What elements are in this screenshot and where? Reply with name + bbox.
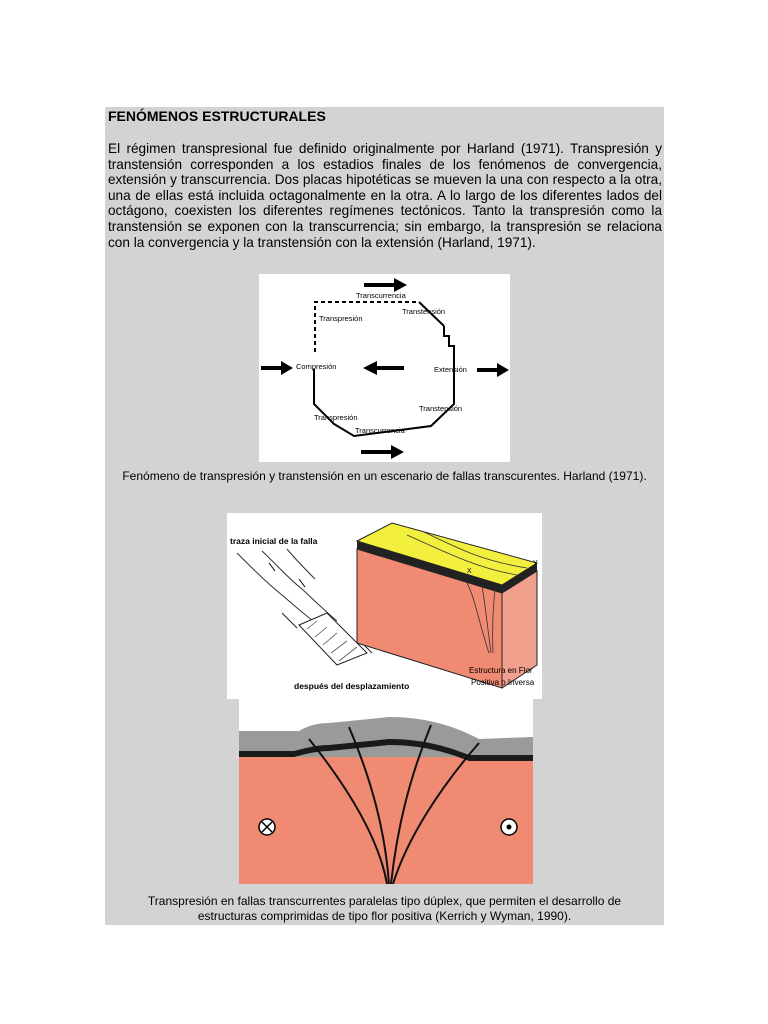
right-arrow-left [261, 361, 293, 375]
label-flor-1: Estructura en Flor [469, 666, 533, 675]
label-transpresion-top: Transpresión [319, 314, 363, 323]
fault-trace-line [287, 549, 315, 579]
motion-arrow [269, 563, 275, 571]
label-y: Y [533, 560, 538, 567]
label-transpresion-bottom: Transpresión [314, 413, 358, 422]
motion-arrow [299, 579, 305, 587]
label-transtension-bottom: Transtensión [419, 404, 463, 413]
right-arrow-right [477, 363, 509, 377]
label-transcurrencia-bottom: Transcurrencia [355, 426, 405, 435]
body-paragraph: El régimen transpresional fue definido originalmente por Harland (1971). Transpresión y transtensión corresponden a los estadios finales de los fenómenos de convergencia, extensión y transcurrencia. Dos placas hipotéticas se mueven la una con respecto a la otra, una de ellas está incluida octagonalmente en la otra. A lo largo de los diferentes lados del octágono, coexisten los diferentes regímenes tectónicos. Tanto la transpresión como la transtensión se exponen con la transcurrencia; sin embargo, la transpresión se relaciona con la convergencia y la transtensión con la extensión (Harland, 1971). [108, 141, 662, 250]
label-extension: Extensión [434, 365, 467, 374]
label-transcurrencia-top: Transcurrencia [356, 291, 406, 300]
flower-structure-section [239, 699, 533, 884]
figure2-caption-line2: estructuras comprimidas de tipo flor positiva (Kerrich y Wyman, 1990). [197, 909, 572, 923]
label-transtension-top: Transtensión [402, 307, 446, 316]
right-arrow-top [364, 278, 407, 292]
left-arrow-center [363, 361, 404, 375]
right-arrow-bottom [361, 445, 404, 459]
label-despues: después del desplazamiento [294, 681, 410, 691]
fault-block-diagram [227, 513, 542, 699]
label-flor-2: Positiva o Inversa [471, 678, 535, 687]
label-x: X [467, 568, 472, 575]
figure2-caption [105, 894, 664, 924]
figure2-caption-line1: Transpresión en fallas transcurrentes paralelas tipo dúplex, que permiten el desarrollo de [147, 894, 622, 908]
figure1-caption: Fenómeno de transpresión y transtensión en un escenario de fallas transcurentes. Harland (1971). [122, 469, 647, 483]
octagon-diagram [259, 274, 510, 462]
section-heading: FENÓMENOS ESTRUCTURALES [108, 108, 326, 124]
motion-arrow [282, 613, 297, 628]
section-body [239, 757, 533, 884]
label-traza-inicial: traza inicial de la falla [230, 536, 318, 546]
label-compresion: Compresión [296, 362, 337, 371]
